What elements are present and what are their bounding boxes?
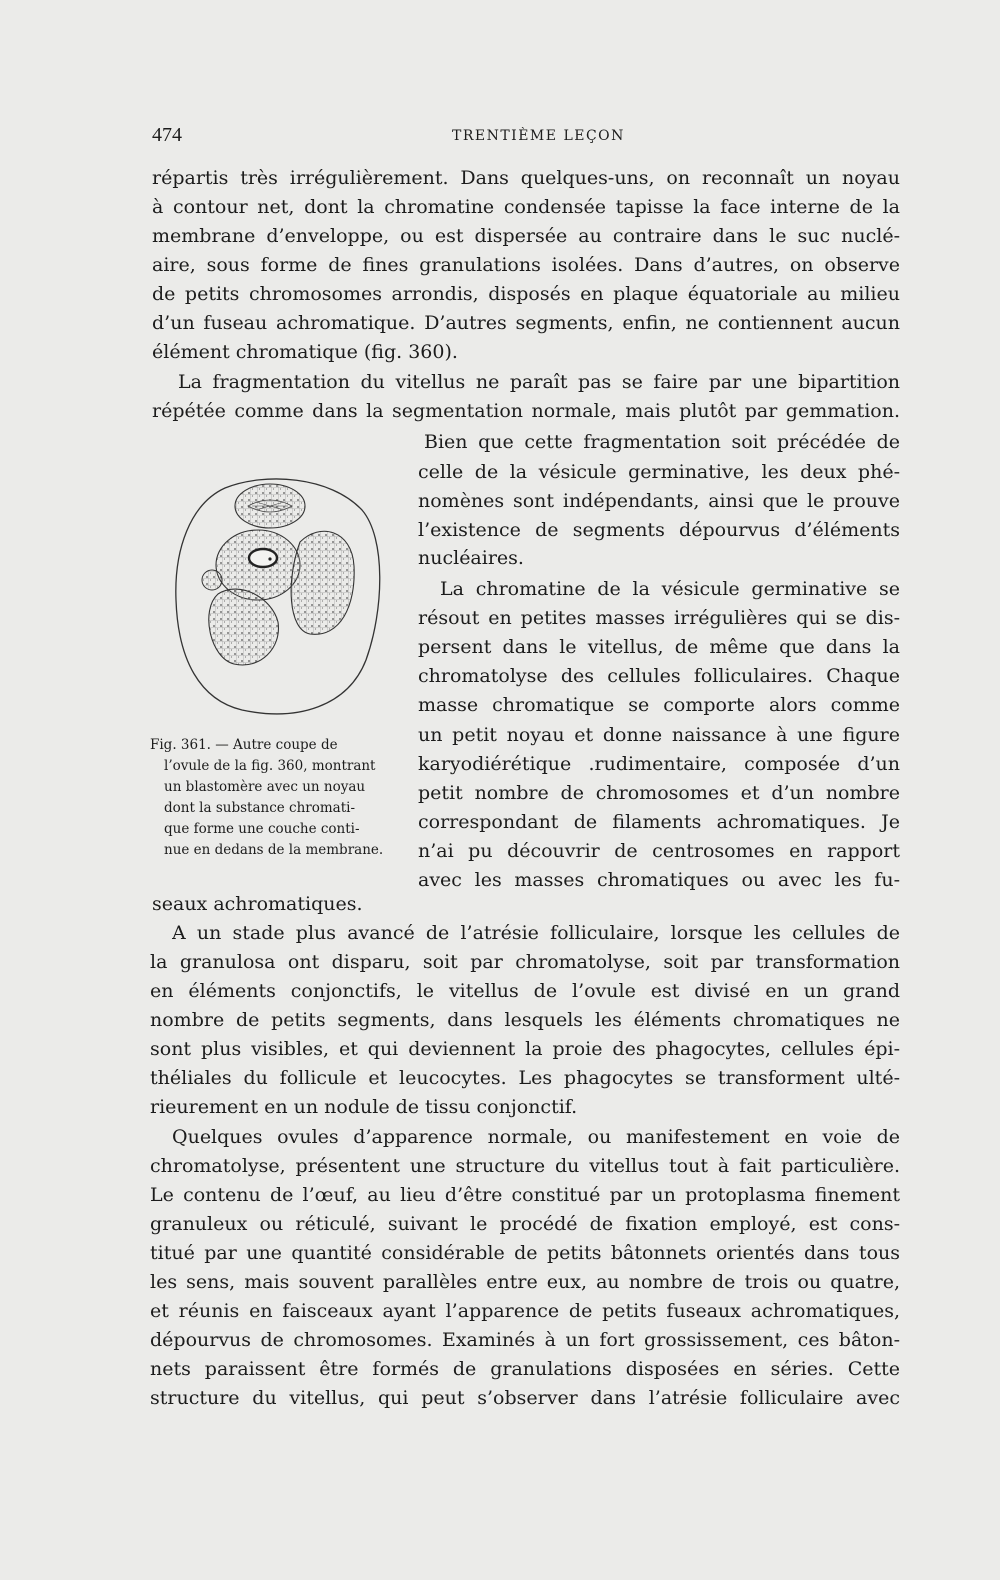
text-line: résout en petites masses irrégulières qui se dis- <box>418 607 900 629</box>
text-line: dépourvus de chromosomes. Examinés à un fort grossissement, ces bâton- <box>150 1329 900 1351</box>
ovule-section-figure <box>170 470 388 720</box>
text-line: chromatolyse des cellules folliculaires. Chaque <box>418 665 900 687</box>
text-line: répétée comme dans la segmentation normale, mais plutôt par gemmation. <box>152 400 900 422</box>
text-line: A un stade plus avancé de l’atrésie folliculaire, lorsque les cellules de <box>172 922 900 944</box>
figure-caption-line: un blastomère avec un noyau <box>164 779 366 795</box>
text-line: granuleux ou réticulé, suivant le procédé de fixation employé, est cons- <box>150 1213 900 1235</box>
text-line: masse chromatique se comporte alors comme <box>418 694 900 716</box>
page-header <box>152 124 892 154</box>
figure-caption-line: nue en dedans de la membrane. <box>164 842 384 858</box>
text-line: élément chromatique (fig. 360). <box>152 341 458 363</box>
text-line: persent dans le vitellus, de même que dans la <box>418 636 900 658</box>
text-line: répartis très irrégulièrement. Dans quelques-uns, on reconnaît un noyau <box>152 167 900 189</box>
running-head: TRENTIÈME LEÇON <box>452 128 625 144</box>
figure-caption-line: l’ovule de la fig. 360, montrant <box>164 758 376 774</box>
text-line: sont plus visibles, et qui deviennent la proie des phagocytes, cellules épi- <box>150 1038 900 1060</box>
text-line: l’existence de segments dépourvus d’éléments <box>418 519 900 541</box>
figure-caption-line: dont la substance chromati- <box>164 800 356 816</box>
text-line: avec les masses chromatiques ou avec les fu- <box>418 869 900 891</box>
text-line: d’un fuseau achromatique. D’autres segments, enfin, ne contiennent aucun <box>152 312 900 334</box>
text-line: Le contenu de l’œuf, au lieu d’être constitué par un protoplasma finement <box>150 1184 900 1206</box>
text-line: La chromatine de la vésicule germinative se <box>440 578 900 600</box>
page-number: 474 <box>152 124 182 146</box>
figure-caption-line: Fig. 361. — Autre coupe de <box>150 737 338 753</box>
text-line: seaux achromatiques. <box>152 893 363 915</box>
text-line: petit nombre de chromosomes et d’un nombre <box>418 782 900 804</box>
text-line: les sens, mais souvent parallèles entre eux, au nombre de trois ou quatre, <box>150 1271 900 1293</box>
text-line: la granulosa ont disparu, soit par chromatolyse, soit par transformation <box>150 951 900 973</box>
text-line: Quelques ovules d’apparence normale, ou manifestement en voie de <box>172 1126 900 1148</box>
figure-caption-line: que forme une couche conti- <box>164 821 360 837</box>
text-line: en éléments conjonctifs, le vitellus de l’ovule est divisé en un grand <box>150 980 900 1002</box>
text-line: membrane d’enveloppe, ou est dispersée au contraire dans le suc nuclé- <box>152 225 900 247</box>
text-line: celle de la vésicule germinative, les deux phé- <box>418 461 900 483</box>
text-line: un petit noyau et donne naissance à une figure <box>418 724 900 746</box>
text-line: titué par une quantité considérable de petits bâtonnets orientés dans tous <box>150 1242 900 1264</box>
text-line: et réunis en faisceaux ayant l’apparence de petits fuseaux achromatiques, <box>150 1300 900 1322</box>
text-line: La fragmentation du vitellus ne paraît pas se faire par une bipartition <box>178 371 900 393</box>
text-line: de petits chromosomes arrondis, disposés en plaque équatoriale au milieu <box>152 283 900 305</box>
text-line: aire, sous forme de fines granulations isolées. Dans d’autres, on observe <box>152 254 900 276</box>
text-line: nets paraissent être formés de granulations disposées en séries. Cette <box>150 1358 900 1380</box>
text-line: correspondant de filaments achromatiques. Je <box>418 811 900 833</box>
text-line: rieurement en un nodule de tissu conjonctif. <box>150 1096 578 1118</box>
text-line: nomènes sont indépendants, ainsi que le prouve <box>418 490 900 512</box>
text-line: Bien que cette fragmentation soit précédée de <box>424 431 900 453</box>
text-line: théliales du follicule et leucocytes. Les phagocytes se transforment ulté- <box>150 1067 900 1089</box>
text-line: structure du vitellus, qui peut s’observer dans l’atrésie folliculaire avec <box>150 1387 900 1409</box>
text-line: n’ai pu découvrir de centrosomes en rapport <box>418 840 900 862</box>
text-line: à contour net, dont la chromatine condensée tapisse la face interne de la <box>152 196 900 218</box>
text-line: nucléaires. <box>418 547 524 569</box>
text-line: karyodiérétique .rudimentaire, composée d’un <box>418 753 900 775</box>
text-line: chromatolyse, présentent une structure du vitellus tout à fait particulière. <box>150 1155 900 1177</box>
text-line: nombre de petits segments, dans lesquels les éléments chromatiques ne <box>150 1009 900 1031</box>
